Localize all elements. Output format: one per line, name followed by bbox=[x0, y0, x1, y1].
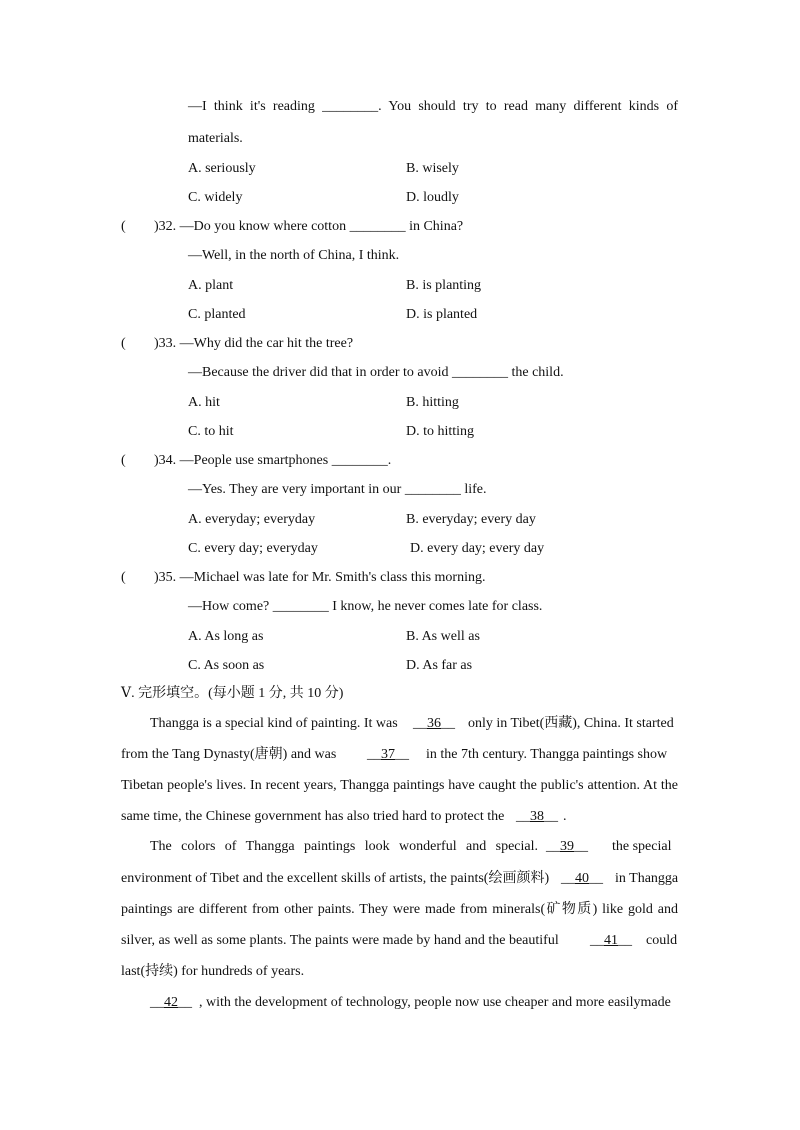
q35-question: )35. —Michael was late for Mr. Smith's class this morning. bbox=[154, 570, 486, 585]
q33-option-c: C. to hit bbox=[188, 424, 234, 439]
blank-38[interactable]: __38__ bbox=[516, 809, 558, 824]
passage-text: , with the development of technology, people now use cheaper and more easilymade bbox=[199, 995, 671, 1010]
q35-option-a: A. As long as bbox=[188, 629, 264, 644]
q31-option-a: A. seriously bbox=[188, 161, 256, 176]
passage-text: Thangga is a special kind of painting. It was bbox=[150, 716, 398, 731]
q35-line2: —How come? ________ I know, he never comes late for class. bbox=[188, 599, 543, 614]
blank-36[interactable]: __36__ bbox=[413, 716, 455, 731]
blank-number: 38 bbox=[530, 809, 544, 824]
blank-41[interactable]: __41__ bbox=[590, 933, 632, 948]
passage-text: paintings are different from other paints. They were made from minerals(矿物质) like gold and bbox=[121, 902, 678, 917]
blank-number: 37 bbox=[381, 747, 395, 762]
q33-option-a: A. hit bbox=[188, 395, 220, 410]
q32-option-d: D. is planted bbox=[406, 307, 478, 322]
q33-question: )33. —Why did the car hit the tree? bbox=[154, 336, 354, 351]
q34-question: )34. —People use smartphones ________. bbox=[154, 453, 392, 468]
blank-37[interactable]: __37__ bbox=[367, 747, 409, 762]
q32-line2: —Well, in the north of China, I think. bbox=[188, 248, 400, 263]
blank-number: 39 bbox=[560, 839, 574, 854]
blank-number: 41 bbox=[604, 933, 618, 948]
passage-text: could bbox=[646, 933, 678, 948]
q34-option-a: A. everyday; everyday bbox=[188, 512, 316, 527]
passage-text: silver, as well as some plants. The paints were made by hand and the beautiful bbox=[121, 933, 559, 948]
q33-option-b: B. hitting bbox=[406, 395, 459, 410]
blank-number: 40 bbox=[575, 871, 589, 886]
q34-line2: —Yes. They are very important in our ________ life. bbox=[188, 482, 487, 497]
passage-text: last(持续) for hundreds of years. bbox=[121, 964, 305, 979]
q33-line2: —Because the driver did that in order to avoid ________ the child. bbox=[188, 365, 564, 380]
q35-option-d: D. As far as bbox=[406, 658, 473, 673]
passage-text: the special bbox=[612, 839, 672, 854]
passage-text: Tibetan people's lives. In recent years, Thangga paintings have caught the public's attention. At the bbox=[121, 778, 678, 793]
blank-number: 42 bbox=[164, 995, 178, 1010]
q35-option-c: C. As soon as bbox=[188, 658, 265, 673]
q34-answer-paren: ( bbox=[121, 453, 126, 468]
q31-option-c: C. widely bbox=[188, 190, 243, 205]
q31-option-d: D. loudly bbox=[406, 190, 459, 205]
q32-question: )32. —Do you know where cotton ________ in China? bbox=[154, 219, 464, 234]
q35-option-b: B. As well as bbox=[406, 629, 480, 644]
q32-option-b: B. is planting bbox=[406, 278, 482, 293]
blank-42[interactable]: __42__ bbox=[150, 995, 192, 1010]
section-title: Ⅴ. 完形填空。(每小题 1 分, 共 10 分) bbox=[121, 686, 344, 701]
passage-text: only in Tibet(西藏), China. It started bbox=[468, 716, 674, 731]
q32-option-a: A. plant bbox=[188, 278, 234, 293]
blank-number: 36 bbox=[427, 716, 441, 731]
blank-40[interactable]: __40__ bbox=[561, 871, 603, 886]
q31-line2: materials. bbox=[188, 131, 243, 146]
passage-text: environment of Tibet and the excellent skills of artists, the paints(绘画颜料) bbox=[121, 871, 550, 886]
q32-answer-paren: ( bbox=[121, 219, 126, 234]
q32-option-c: C. planted bbox=[188, 307, 246, 322]
q31-line1: —I think it's reading ________. You should try to read many different kinds of bbox=[188, 99, 678, 114]
blank-39[interactable]: __39__ bbox=[546, 839, 588, 854]
q31-option-b: B. wisely bbox=[406, 161, 459, 176]
q35-answer-paren: ( bbox=[121, 570, 126, 585]
q34-option-b: B. everyday; every day bbox=[406, 512, 536, 527]
passage-text: from the Tang Dynasty(唐朝) and was bbox=[121, 747, 337, 762]
passage-text: . bbox=[563, 809, 567, 824]
passage-text: The colors of Thangga paintings look wonderful and special. bbox=[150, 839, 538, 854]
passage-text: in the 7th century. Thangga paintings show bbox=[426, 747, 668, 762]
passage-text: in Thangga bbox=[615, 871, 679, 886]
passage-text: same time, the Chinese government has also tried hard to protect the bbox=[121, 809, 505, 824]
q34-option-d: D. every day; every day bbox=[410, 541, 545, 556]
q33-answer-paren: ( bbox=[121, 336, 126, 351]
q34-option-c: C. every day; everyday bbox=[188, 541, 318, 556]
q33-option-d: D. to hitting bbox=[406, 424, 475, 439]
